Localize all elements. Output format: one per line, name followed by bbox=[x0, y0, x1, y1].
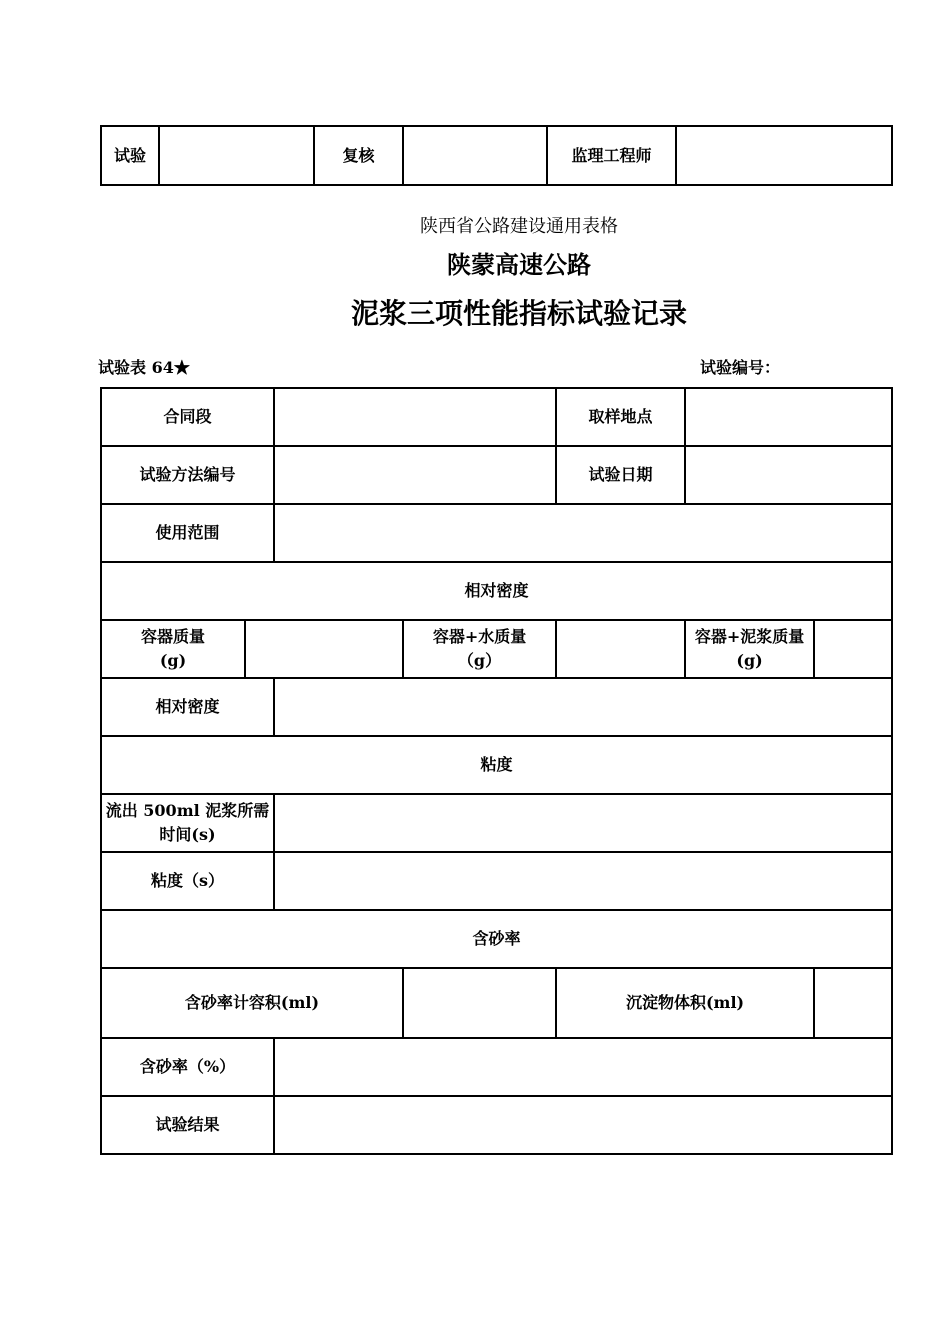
test-result-field[interactable] bbox=[274, 1096, 892, 1154]
relative-density-row bbox=[101, 678, 892, 736]
viscosity-section-header: 粘度 bbox=[101, 736, 892, 794]
form-caption: 陕西省公路建设通用表格 bbox=[420, 216, 618, 237]
scope-label: 使用范围 bbox=[101, 504, 274, 562]
density-section-header: 相对密度 bbox=[101, 562, 892, 620]
project-title: 陕蒙高速公路 bbox=[447, 251, 591, 279]
sand-rate-field[interactable] bbox=[274, 1038, 892, 1096]
test-date-field[interactable] bbox=[685, 446, 892, 504]
sand-volume-row bbox=[101, 968, 892, 1038]
result-row bbox=[101, 1096, 892, 1154]
container-water-line1: 容器+水质量 bbox=[432, 627, 527, 646]
test-number-label: 试验编号： bbox=[700, 358, 781, 377]
scope-row bbox=[101, 504, 892, 562]
tester-label: 试验 bbox=[101, 126, 159, 185]
contract-row bbox=[101, 388, 892, 446]
viscosity-row bbox=[101, 852, 892, 910]
flow-time-field[interactable] bbox=[274, 794, 892, 852]
form-code: 试验表 64★ bbox=[98, 358, 190, 377]
supervisor-field[interactable] bbox=[676, 126, 892, 185]
test-method-no-label: 试验方法编号 bbox=[101, 446, 274, 504]
sand-rate-label: 含砂率（%） bbox=[101, 1038, 274, 1096]
flow-time-line2: 时间(s) bbox=[159, 825, 216, 844]
sand-rate-row bbox=[101, 1038, 892, 1096]
viscosity-label: 粘度（s） bbox=[101, 852, 274, 910]
sand-section-header: 含砂率 bbox=[101, 910, 892, 968]
contract-section-label: 合同段 bbox=[101, 388, 274, 446]
signature-table bbox=[100, 125, 893, 186]
method-row bbox=[101, 446, 892, 504]
record-table bbox=[100, 387, 893, 1155]
sampling-location-label: 取样地点 bbox=[556, 388, 685, 446]
container-water-field[interactable] bbox=[556, 620, 685, 678]
mass-row bbox=[101, 620, 892, 678]
scope-field[interactable] bbox=[274, 504, 892, 562]
container-slurry-line2: (g) bbox=[736, 651, 763, 670]
container-mass-line1: 容器质量 bbox=[140, 627, 205, 646]
sampling-location-field[interactable] bbox=[685, 388, 892, 446]
sand-section-row bbox=[101, 910, 892, 968]
relative-density-field[interactable] bbox=[274, 678, 892, 736]
sand-meter-volume-field[interactable] bbox=[403, 968, 556, 1038]
contract-section-field[interactable] bbox=[274, 388, 556, 446]
flow-time-line1: 流出 500ml 泥浆所需 bbox=[105, 801, 270, 820]
test-date-label: 试验日期 bbox=[556, 446, 685, 504]
reviewer-field[interactable] bbox=[403, 126, 547, 185]
sediment-volume-label: 沉淀物体积(ml) bbox=[556, 968, 814, 1038]
container-slurry-line1: 容器+泥浆质量 bbox=[694, 627, 805, 646]
test-result-label: 试验结果 bbox=[101, 1096, 274, 1154]
relative-density-label: 相对密度 bbox=[101, 678, 274, 736]
viscosity-section-row bbox=[101, 736, 892, 794]
container-water-line2: （g） bbox=[457, 651, 502, 670]
record-title: 泥浆三项性能指标试验记录 bbox=[350, 297, 687, 330]
reviewer-label: 复核 bbox=[314, 126, 403, 185]
tester-field[interactable] bbox=[159, 126, 314, 185]
container-slurry-label bbox=[685, 620, 814, 678]
container-slurry-field[interactable] bbox=[814, 620, 892, 678]
signature-row bbox=[101, 126, 892, 185]
container-mass-line2: (g) bbox=[159, 651, 187, 670]
flow-time-row bbox=[101, 794, 892, 852]
sediment-volume-field[interactable] bbox=[814, 968, 892, 1038]
container-mass-label bbox=[101, 620, 245, 678]
sand-meter-volume-label: 含砂率计容积(ml) bbox=[101, 968, 403, 1038]
flow-time-label bbox=[101, 794, 274, 852]
test-method-no-field[interactable] bbox=[274, 446, 556, 504]
container-water-label bbox=[403, 620, 556, 678]
supervisor-label: 监理工程师 bbox=[547, 126, 676, 185]
density-section-row bbox=[101, 562, 892, 620]
container-mass-field[interactable] bbox=[245, 620, 403, 678]
viscosity-field[interactable] bbox=[274, 852, 892, 910]
